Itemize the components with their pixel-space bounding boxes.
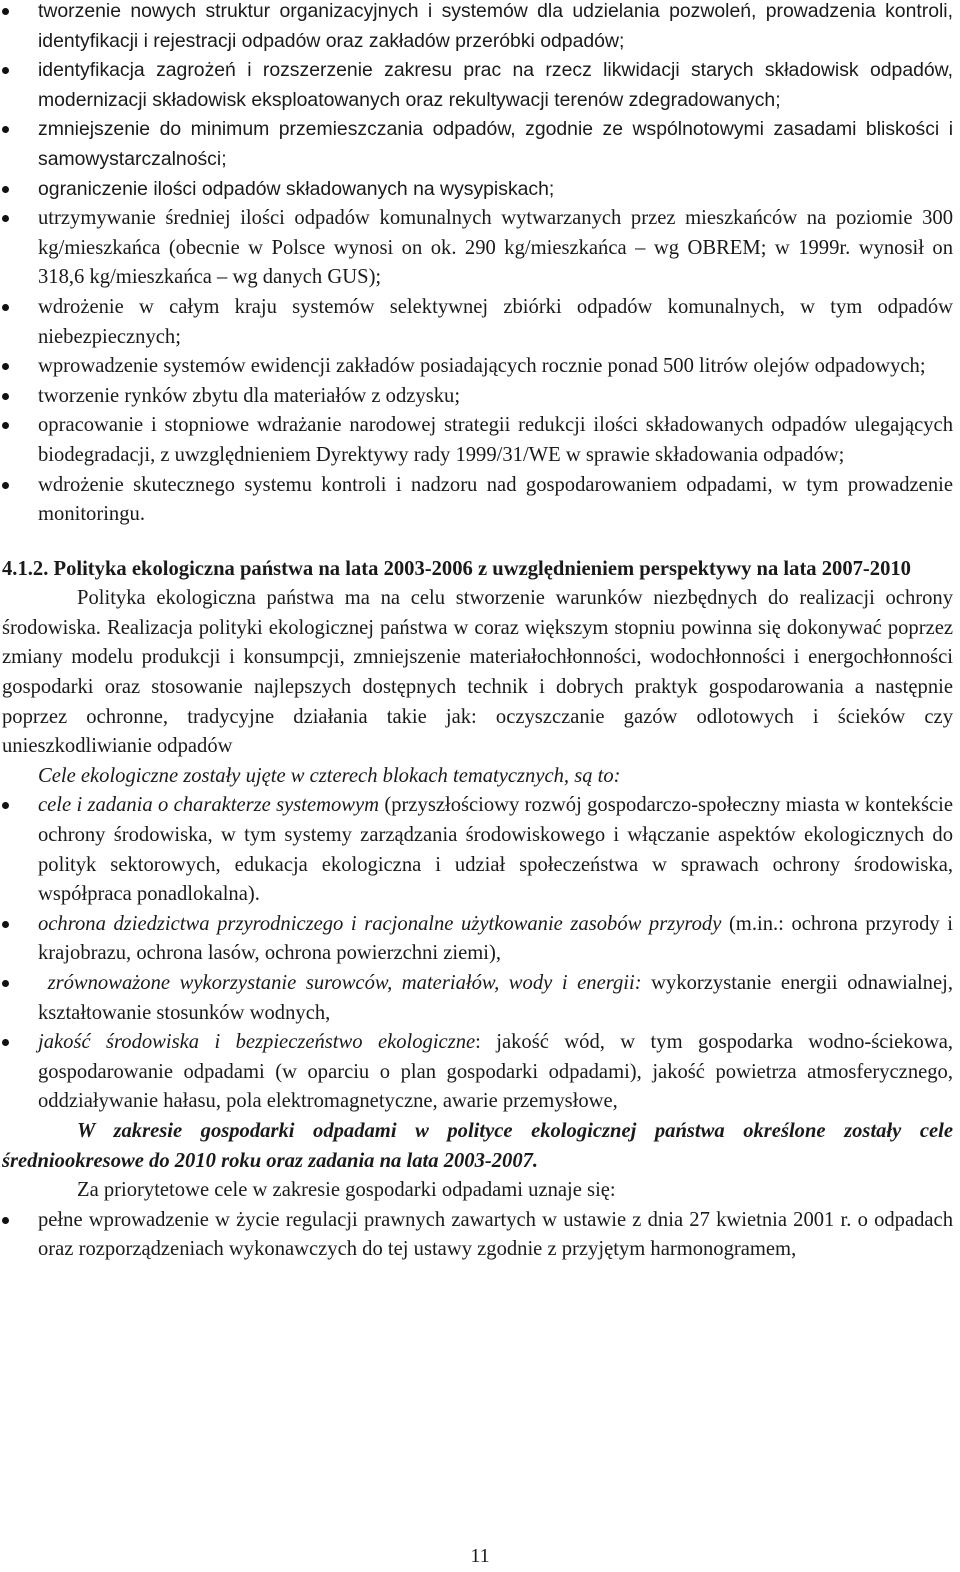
page-number: 11 [470, 1545, 490, 1567]
list-item: ochrona dziedzictwa przyrodniczego i racjonalne użytkowanie zasobów przyrody (m.in.: ochrona przyrody i krajobrazu, ochrona lasów, ochrona powierzchni ziemi), [2, 910, 953, 969]
goals-intro: Cele ekologiczne zostały ujęte w czterech blokach tematycznych, są to: [38, 764, 621, 787]
list-item: tworzenie rynków zbytu dla materiałów z odzysku; [2, 382, 953, 412]
priority-goals-list [2, 1206, 953, 1265]
spacer [2, 530, 953, 555]
list-item: jakość środowiska i bezpieczeństwo ekologiczne: jakość wód, w tym gospodarka wodno-ściekowa, gospodarowanie odpadami (w oparciu o plan gospodarki odpadami), jakość powietrza atmosferycznego, oddziaływanie hałasu, pola elektromagnetyczne, awarie przemysłowe, [2, 1028, 953, 1117]
page-content [2, 0, 953, 1265]
section-heading: 4.1.2. Polityka ekologiczna państwa na lata 2003-2006 z uwzględnieniem perspektywy na lata 2007-2010 [2, 557, 911, 580]
list-item: wdrożenie skutecznego systemu kontroli i nadzoru nad gospodarowaniem odpadami, w tym prowadzenie monitoringu. [2, 471, 953, 530]
list-item: ograniczenie ilości odpadów składowanych na wysypiskach; [2, 175, 953, 205]
list-item: zmniejszenie do minimum przemieszczania odpadów, zgodnie ze wspólnotowymi zasadami bliskości i samowystarczalności; [2, 115, 953, 174]
priority-intro: Za priorytetowe cele w zakresie gospodarki odpadami uznaje się: [77, 1179, 616, 1202]
waste-policy-paragraph: W zakresie gospodarki odpadami w polityce ekologicznej państwa określone zostały cele średniookresowe do 2010 roku oraz zadania na lata 2003-2007. [2, 1119, 953, 1172]
list-item: wdrożenie w całym kraju systemów selektywnej zbiórki odpadów komunalnych, w tym odpadów niebezpiecznych; [2, 293, 953, 352]
waste-goals-list [2, 0, 953, 530]
thematic-blocks-list [2, 791, 953, 1117]
list-item: cele i zadania o charakterze systemowym (przyszłościowy rozwój gospodarczo-społeczny miasta w kontekście ochrony środowiska, w tym systemy zarządzania środowiskowego i włączanie aspektów ekologicznych do polityk sektorowych, edukacja ekologiczna i udział społeczeństwa w sprawach ochrony środowiska, współpraca ponadlokalna). [2, 791, 953, 909]
list-item: utrzymywanie średniej ilości odpadów komunalnych wytwarzanych przez mieszkańców na poziomie 300 kg/mieszkańca (obecnie w Polsce wynosi on ok. 290 kg/mieszkańca – wg OBREM; w 1999r. wynosił on 318,6 kg/mieszkańca – wg danych GUS); [2, 204, 953, 293]
list-item: opracowanie i stopniowe wdrażanie narodowej strategii redukcji ilości składowanych odpadów ulegających biodegradacji, z uwzględnieniem Dyrektywy rady 1999/31/WE w sprawie składowania odpadów; [2, 411, 953, 470]
list-item: pełne wprowadzenie w życie regulacji prawnych zawartych w ustawie z dnia 27 kwietnia 2001 r. o odpadach oraz rozporządzeniach wykonawczych do tej ustawy zgodnie z przyjętym harmonogramem, [2, 1206, 953, 1265]
section-paragraph: Polityka ekologiczna państwa ma na celu stworzenie warunków niezbędnych do realizacji ochrony środowiska. Realizacja polityki ekologicznej państwa w coraz większym stopniu powinna się dokonywać poprzez zmiany modelu produkcji i konsumpcji, zmniejszenie materiałochłonności, wodochłonności i energochłonności gospodarki oraz stosowanie najlepszych dostępnych technik i dobrych praktyk gospodarowania a następnie poprzez ochronne, tradycyjne działania takie jak: oczyszczanie gazów odlotowych i ścieków czy unieszkodliwianie odpadów [2, 587, 953, 758]
list-item: identyfikacja zagrożeń i rozszerzenie zakresu prac na rzecz likwidacji starych składowisk odpadów, modernizacji składowisk eksploatowanych oraz rekultywacji terenów zdegradowanych; [2, 56, 953, 115]
list-item: wprowadzenie systemów ewidencji zakładów posiadających rocznie ponad 500 litrów olejów odpadowych; [2, 352, 953, 382]
list-item: zrównoważone wykorzystanie surowców, materiałów, wody i energii: wykorzystanie energii odnawialnej, kształtowanie stosunków wodnych, [2, 969, 953, 1028]
list-item: tworzenie nowych struktur organizacyjnych i systemów dla udzielania pozwoleń, prowadzenia kontroli, identyfikacji i rejestracji odpadów oraz zakładów przeróbki odpadów; [2, 0, 953, 56]
